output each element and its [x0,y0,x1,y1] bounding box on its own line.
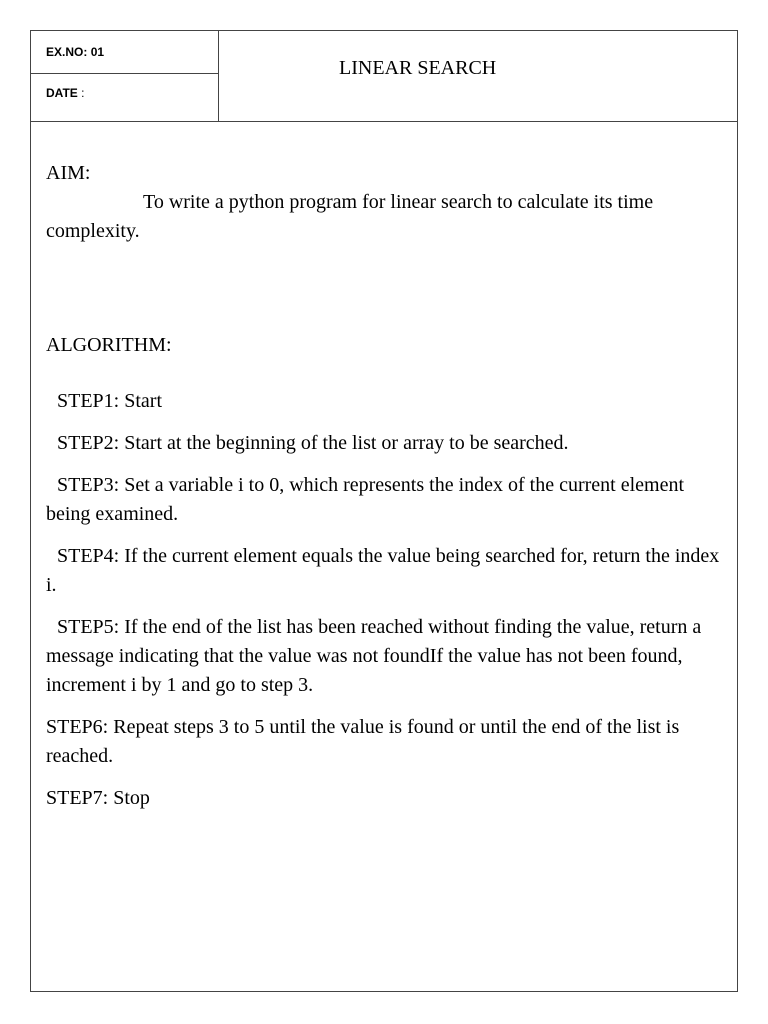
date-field [46,86,84,100]
algorithm-step: STEP5: If the end of the list has been reached without finding the value, return a message indicating that the value was not foundIf the value has not been found, increment i by 1 and go to step 3. [46,616,702,696]
algorithm-step: STEP7: Stop [46,787,150,809]
header-left-column [31,31,219,121]
algorithm-step: STEP1: Start [57,390,163,412]
aim-text: To write a python program for linear search to calculate its time complexity. [46,191,654,242]
aim-heading: AIM: [46,162,91,184]
exno-value: 01 [90,45,105,59]
algorithm-step: STEP4: If the current element equals the value being searched for, return the index i. [46,545,720,596]
algorithm-step: STEP3: Set a variable i to 0, which represents the index of the current element being examined. [46,474,685,525]
exno-label: EX.NO: [46,45,88,59]
title-cell [219,31,737,121]
page-frame [30,30,738,992]
algorithm-step: STEP2: Start at the beginning of the list or array to be searched. [57,432,569,454]
document-title: LINEAR SEARCH [339,57,497,79]
algorithm-step: STEP6: Repeat steps 3 to 5 until the value is found or until the end of the list is reached. [46,716,680,767]
algorithm-heading: ALGORITHM: [46,334,172,356]
date-separator: : [77,86,85,100]
date-cell [31,74,218,121]
header-table [31,31,737,122]
content [46,159,726,826]
exno-field [46,45,104,59]
date-label: DATE [46,86,78,100]
exno-cell [31,31,218,74]
